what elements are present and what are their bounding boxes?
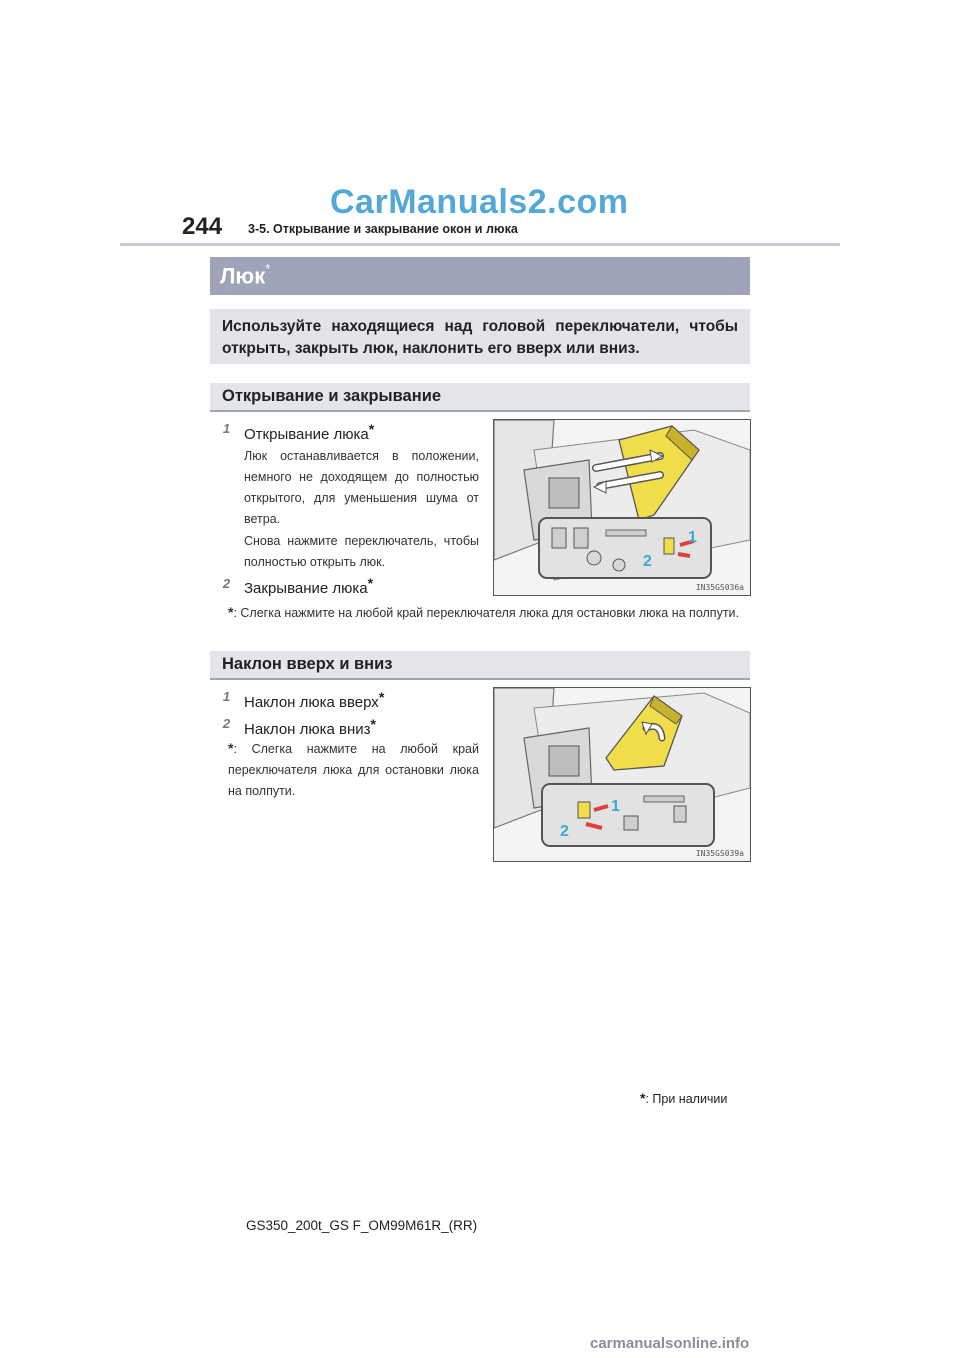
item-label-text: Наклон люка вверх [244,694,379,711]
figure-tilt [493,687,751,862]
item-number-badge: 2 [222,576,231,591]
breadcrumb: 3-5. Открывание и закрывание окон и люка [248,222,518,236]
item-label-tilt-up [244,688,384,711]
intro-text: Используйте находящиеся над головой переключатели, чтобы открыть, закрыть люк, наклонить его вверх или вниз. [222,318,738,357]
item-number-badge: 1 [222,421,231,436]
page-number: 244 [182,213,223,240]
figure-open-close [493,419,751,596]
footnote-text: : При наличии [645,1092,728,1106]
callout-1: 1 [611,798,620,815]
item-label-open [244,420,374,443]
item-label-text: Закрывание люка [244,580,368,597]
callout-1: 1 [688,529,697,546]
item-number-badge: 2 [222,716,231,731]
note-half-stop-tilt [228,738,479,802]
figure-code: IN35GS039a [695,849,744,858]
note-mark: * [228,604,234,620]
section-heading-tilt [210,651,750,680]
footnote-mark: * [640,1090,646,1106]
footnote [640,1090,727,1106]
note-mark: * [228,740,234,756]
section-heading-text: Наклон вверх и вниз [222,655,393,673]
header-rule [120,243,840,246]
section-heading-text: Открывание и закрывание [222,387,442,405]
callout-2: 2 [560,823,569,840]
callout-2: 2 [643,553,652,570]
title-mark: * [265,261,271,276]
title-bar [210,257,750,295]
footer-code: GS350_200t_GS F_OM99M61R_(RR) [246,1218,478,1233]
page-title-text: Люк [220,263,266,289]
item-label-tilt-down [244,715,376,738]
note-text: : Слегка нажмите на любой край переключателя люка для остановки люка на полпути. [228,742,479,798]
intro-box [210,309,750,364]
note-half-stop [228,602,746,624]
item-mark: * [378,689,385,705]
sunroof-open-close-illustration [494,420,750,595]
item-number-badge: 1 [222,689,231,704]
item-mark: * [368,421,375,437]
section-heading-open-close [210,383,750,412]
sunroof-tilt-illustration [494,688,750,861]
watermark-bottom: carmanualsonline.info [590,1335,750,1352]
item-label-text: Открывание люка [244,426,369,443]
paragraph-open-stop: Люк останавливается в положении, немного не доходящем до полностью открытого, для уменьшения шума от ветра. [244,449,479,526]
item-mark: * [367,575,374,591]
note-text: : Слегка нажмите на любой край переключателя люка для остановки люка на полпути. [233,606,739,620]
item-label-text: Наклон люка вниз [244,721,371,738]
watermark-top: CarManuals2.com [330,183,629,221]
figure-code: IN35GS036a [695,583,744,592]
page-title [220,263,270,289]
item-label-close [244,574,373,597]
item-mark: * [370,716,376,732]
paragraph-press-again: Снова нажмите переключатель, чтобы полностью открыть люк. [244,534,479,569]
